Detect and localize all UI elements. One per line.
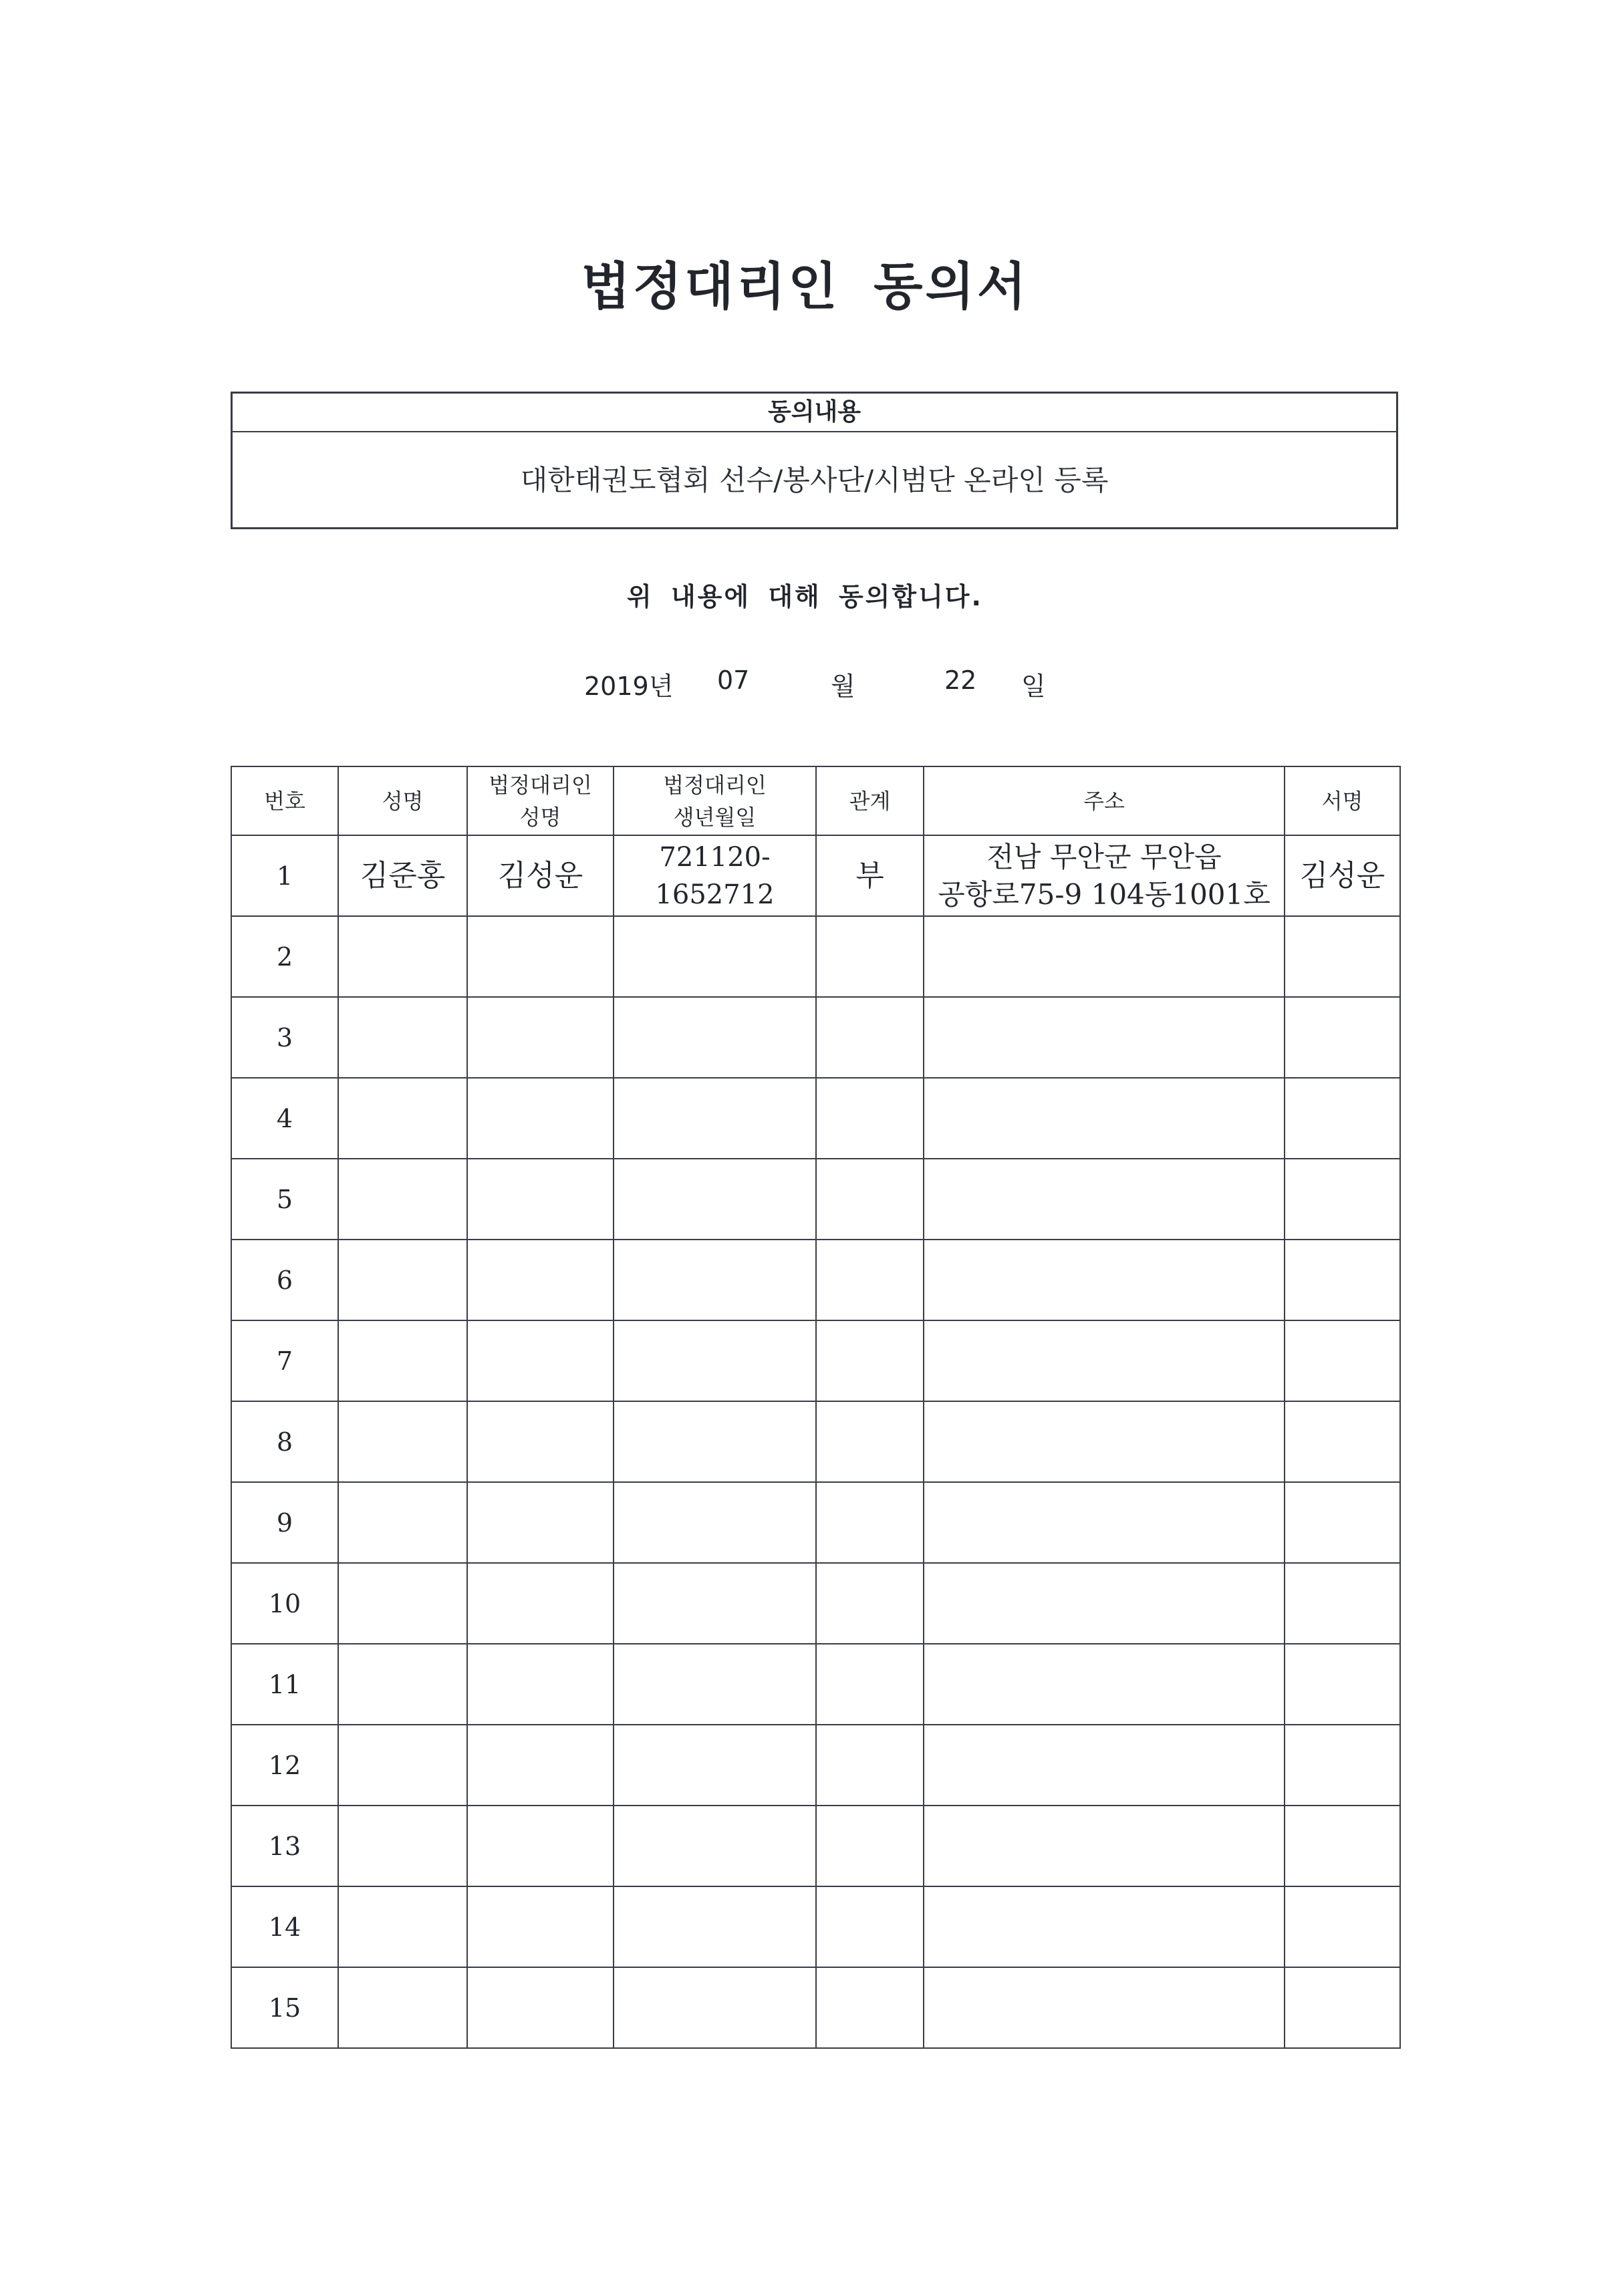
- row-relation: [816, 1967, 924, 2048]
- row-address-line1: 전남 무안군 무안읍: [986, 840, 1222, 873]
- header-guardian-name: [467, 766, 614, 835]
- row-guardian-birth: [614, 1078, 816, 1159]
- row-guardian-name: [467, 1320, 614, 1401]
- row-name: [338, 1078, 467, 1159]
- row-number: 15: [231, 1967, 338, 2048]
- row-number: 11: [231, 1644, 338, 1725]
- row-guardian-name: [467, 1159, 614, 1240]
- row-address: [924, 835, 1285, 916]
- row-address: [924, 1806, 1285, 1886]
- header-guardian-name-line1: 법정대리인: [489, 772, 592, 798]
- row-relation: [816, 1320, 924, 1401]
- row-signature: [1285, 1644, 1400, 1725]
- table-row: [231, 916, 1400, 997]
- row-number: 7: [231, 1320, 338, 1401]
- table-row: [231, 1967, 1400, 2048]
- row-signature: [1285, 1240, 1400, 1320]
- date-year: 2019년: [584, 672, 674, 701]
- row-relation: [816, 1806, 924, 1886]
- row-guardian-name: [467, 1240, 614, 1320]
- row-guardian-name: [467, 916, 614, 997]
- table-row: [231, 1886, 1400, 1967]
- row-name: [338, 1320, 467, 1401]
- row-name: [338, 1644, 467, 1725]
- row-name: [338, 916, 467, 997]
- row-guardian-birth: [614, 1401, 816, 1482]
- header-number-text: 번호: [264, 788, 305, 814]
- row-guardian-name: [467, 1482, 614, 1563]
- header-relation-text: 관계: [849, 788, 891, 814]
- table-row: [231, 1320, 1400, 1401]
- header-relation: [816, 766, 924, 835]
- table-row: [231, 1563, 1400, 1644]
- row-signature: [1285, 997, 1400, 1078]
- row-guardian-birth: [614, 1644, 816, 1725]
- agreement-statement: 위 내용에 대해 동의합니다.: [627, 582, 983, 611]
- header-address: [924, 766, 1285, 835]
- header-name-text: 성명: [382, 788, 424, 814]
- header-signature-text: 서명: [1321, 788, 1363, 814]
- row-relation: 부: [816, 835, 924, 916]
- row-guardian-birth: [614, 1806, 816, 1886]
- row-relation: [816, 1563, 924, 1644]
- row-signature: [1285, 1806, 1400, 1886]
- row-relation: [816, 1725, 924, 1806]
- row-number: 10: [231, 1563, 338, 1644]
- row-name: [338, 1886, 467, 1967]
- row-guardian-birth: [614, 916, 816, 997]
- header-guardian-birth-line2: 생년월일: [673, 804, 757, 830]
- row-guardian-name: [467, 1806, 614, 1886]
- header-guardian-birth-line1: 법정대리인: [663, 772, 767, 798]
- row-relation: [816, 1482, 924, 1563]
- row-address: [924, 916, 1285, 997]
- row-number: 3: [231, 997, 338, 1078]
- row-address: [924, 1320, 1285, 1401]
- row-guardian-name: [467, 1563, 614, 1644]
- row-name: [338, 1240, 467, 1320]
- row-guardian-birth: [614, 1967, 816, 2048]
- row-number: 8: [231, 1401, 338, 1482]
- row-number: 12: [231, 1725, 338, 1806]
- row-guardian-birth: [614, 1886, 816, 1967]
- row-guardian-birth: [614, 1725, 816, 1806]
- date-day: 22: [944, 666, 977, 695]
- table-header-row: [231, 766, 1400, 835]
- row-name: [338, 1401, 467, 1482]
- header-guardian-name-line2: 성명: [519, 804, 561, 830]
- row-relation: [816, 1886, 924, 1967]
- row-guardian-birth-line2: 1652712: [655, 879, 775, 910]
- table-row: [231, 835, 1400, 916]
- row-address: [924, 1482, 1285, 1563]
- document-title: 법정대리인 동의서: [581, 257, 1029, 316]
- date-month-label: 월: [831, 672, 855, 701]
- row-signature: [1285, 1725, 1400, 1806]
- row-name: [338, 1806, 467, 1886]
- date-day-label: 일: [1021, 672, 1046, 701]
- header-signature: [1285, 766, 1400, 835]
- table-row: [231, 1725, 1400, 1806]
- table-row: [231, 1806, 1400, 1886]
- row-signature: [1285, 1159, 1400, 1240]
- row-relation: [816, 1078, 924, 1159]
- header-guardian-birth: [614, 766, 816, 835]
- row-relation: [816, 997, 924, 1078]
- row-signature: [1285, 1482, 1400, 1563]
- consent-content-text: 대한태권도협회 선수/봉사단/시범단 온라인 등록: [520, 464, 1109, 496]
- row-signature: [1285, 916, 1400, 997]
- row-guardian-name: [467, 1725, 614, 1806]
- row-number: 6: [231, 1240, 338, 1320]
- row-address: [924, 1159, 1285, 1240]
- row-guardian-name: [467, 1886, 614, 1967]
- row-name: 김준홍: [338, 835, 467, 916]
- row-guardian-name: [467, 1401, 614, 1482]
- row-number: 1: [231, 835, 338, 916]
- row-guardian-birth: [614, 997, 816, 1078]
- header-number: [231, 766, 338, 835]
- row-guardian-name: 김성운: [467, 835, 614, 916]
- row-address: [924, 1078, 1285, 1159]
- row-name: [338, 997, 467, 1078]
- table-row: [231, 1644, 1400, 1725]
- table-row: [231, 1078, 1400, 1159]
- row-relation: [816, 1644, 924, 1725]
- row-address: [924, 1563, 1285, 1644]
- header-name: [338, 766, 467, 835]
- row-name: [338, 1725, 467, 1806]
- row-signature: [1285, 1563, 1400, 1644]
- row-relation: [816, 1159, 924, 1240]
- row-guardian-birth: [614, 1240, 816, 1320]
- row-address: [924, 1644, 1285, 1725]
- row-number: 13: [231, 1806, 338, 1886]
- row-name: [338, 1159, 467, 1240]
- row-address: [924, 997, 1285, 1078]
- row-guardian-birth: [614, 1482, 816, 1563]
- guardian-roster-table: [231, 766, 1401, 2049]
- consent-content-header: 동의내용: [233, 394, 1396, 432]
- row-guardian-name: [467, 1967, 614, 2048]
- row-address: [924, 1886, 1285, 1967]
- row-relation: [816, 1401, 924, 1482]
- consent-content-box: [231, 392, 1398, 529]
- row-address: [924, 1967, 1285, 2048]
- row-guardian-birth: [614, 1320, 816, 1401]
- row-address: [924, 1401, 1285, 1482]
- row-name: [338, 1967, 467, 2048]
- row-signature: [1285, 1320, 1400, 1401]
- row-address-line2: 공항로75-9 104동1001호: [938, 877, 1270, 911]
- row-guardian-name: [467, 1644, 614, 1725]
- row-guardian-birth: [614, 1159, 816, 1240]
- row-number: 9: [231, 1482, 338, 1563]
- row-guardian-name: [467, 1078, 614, 1159]
- row-relation: [816, 916, 924, 997]
- row-relation: [816, 1240, 924, 1320]
- row-name: [338, 1563, 467, 1644]
- table-row: [231, 1482, 1400, 1563]
- header-address-text: 주소: [1083, 788, 1125, 814]
- row-number: 2: [231, 916, 338, 997]
- row-address: [924, 1240, 1285, 1320]
- row-address: [924, 1725, 1285, 1806]
- table-row: [231, 1401, 1400, 1482]
- row-number: 4: [231, 1078, 338, 1159]
- row-name: [338, 1482, 467, 1563]
- row-signature: [1285, 1886, 1400, 1967]
- table-row: [231, 997, 1400, 1078]
- row-signature: [1285, 1078, 1400, 1159]
- row-guardian-birth: [614, 1563, 816, 1644]
- row-guardian-birth-line1: 721120-: [659, 841, 771, 873]
- row-number: 14: [231, 1886, 338, 1967]
- date-month: 07: [717, 666, 750, 695]
- row-guardian-name: [467, 997, 614, 1078]
- table-row: [231, 1240, 1400, 1320]
- row-signature: 김성운: [1285, 835, 1400, 916]
- row-guardian-birth: [614, 835, 816, 916]
- row-signature: [1285, 1401, 1400, 1482]
- table-row: [231, 1159, 1400, 1240]
- row-number: 5: [231, 1159, 338, 1240]
- row-signature: [1285, 1967, 1400, 2048]
